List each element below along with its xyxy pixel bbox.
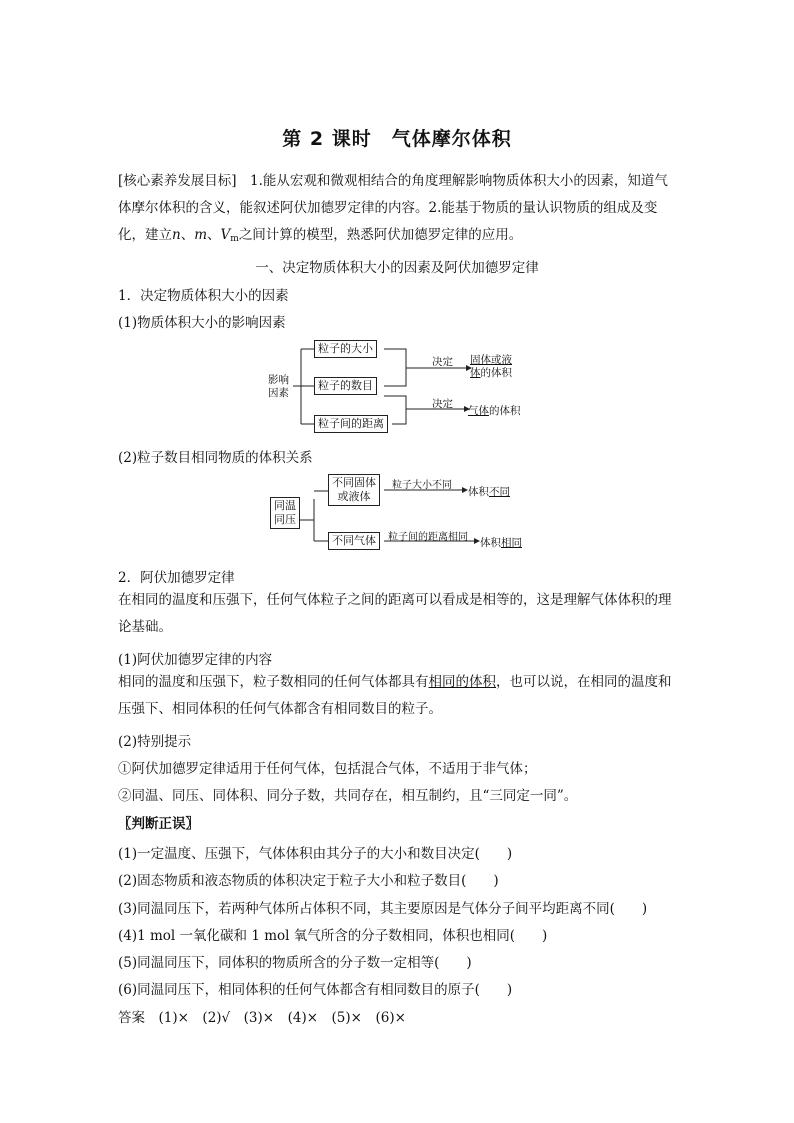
para-law-underline: 相同的体积 (428, 674, 496, 690)
goals-text-2: 之间计算的模型，熟悉阿伏加德罗定律的应用。 (238, 227, 523, 243)
result-solid-liquid-tail: 的体积 (480, 367, 512, 379)
result-volume-different-a: 体积 (468, 486, 489, 498)
judge-heading: 〖判断正误〗 (118, 816, 199, 832)
goals-label: [核心素养发展目标] (118, 173, 237, 189)
para-basis: 在相同的温度和压强下，任何气体粒子之间的距离可以看成是相等的，这是理解气体体积的理论基础。 (118, 592, 672, 635)
subheading-law: (1)阿伏加德罗定律的内容 (118, 652, 273, 668)
result-volume-different (468, 484, 510, 499)
box-particle-distance: 粒子间的距离 (314, 415, 388, 433)
result-solid-liquid-u1: 固体或液 (470, 354, 512, 366)
judge-item: (4)1 mol 一氧化碳和 1 mol 氧气所含的分子数相同，体积也相同( ) (118, 928, 548, 944)
subheading-factors: (1)物质体积大小的影响因素 (118, 315, 286, 331)
goals-text-1: 1.能从宏观和微观相结合的角度理解影响物质体积大小的因素，知道气体摩尔体积的含义，能叙述阿伏加德罗定律的内容。2.能基于物质的量认识物质的组成及变化，建立 (118, 173, 668, 243)
symbol-m: m (194, 227, 208, 243)
para-law-b: ，也可以说，在相同的温度和压强下、相同体积的任何气体都含有相同数目的粒子。 (118, 674, 672, 717)
answer-line: 答案 (1)× (2)√ (3)× (4)× (5)× (6)× (118, 1010, 406, 1026)
subheading-tips: (2)特别提示 (118, 734, 192, 750)
box-solid-liquid: 不同固体 或液体 (328, 474, 380, 506)
box-same-temp-pressure: 同温 同压 (270, 497, 300, 529)
tip-1: ①阿伏加德罗定律适用于任何气体，包括混合气体，不适用于非气体； (118, 761, 537, 777)
subheading-relation: (2)粒子数目相同物质的体积关系 (118, 450, 313, 466)
box-particle-size: 粒子的大小 (314, 340, 377, 358)
symbol-n: n (172, 227, 181, 243)
judge-item: (2)固态物质和液态物质的体积决定于粒子大小和粒子数目( ) (118, 873, 499, 889)
diagram1-root: 影响 因素 (268, 374, 289, 399)
tip-2: ②同温、同压、同体积、同分子数，共同存在，相互制约，且“三同定一同”。 (118, 788, 578, 804)
para-law-a: 相同的温度和压强下，粒子数相同的任何气体都具有 (118, 674, 429, 690)
heading-factors: 1．决定物质体积大小的因素 (118, 288, 289, 304)
result-volume-different-b: 不同 (489, 486, 510, 498)
page-title: 第 2 课时 气体摩尔体积 (282, 128, 512, 150)
heading-avogadro: 2．阿伏加德罗定律 (118, 570, 235, 586)
label-size-different: 粒子大小不同 (392, 480, 452, 491)
result-gas (468, 403, 521, 418)
goals-sep-2: 、 (207, 227, 221, 243)
result-gas-u: 气体 (468, 405, 489, 417)
box-gas: 不同气体 (328, 532, 380, 550)
result-gas-tail: 的体积 (489, 405, 521, 417)
result-volume-same-b: 相同 (501, 537, 522, 549)
box-particle-number: 粒子的数目 (314, 377, 377, 395)
symbol-vm: V (220, 227, 231, 243)
label-decide-1: 决定 (432, 356, 453, 368)
judge-item: (6)同温同压下，相同体积的任何气体都含有相同数目的原子( ) (118, 982, 513, 998)
judge-item: (3)同温同压下，若两种气体所占体积不同，其主要原因是气体分子间平均距离不同( ) (118, 901, 648, 917)
result-solid-liquid (470, 354, 512, 380)
section-heading: 一、决定物质体积大小的因素及阿伏加德罗定律 (255, 260, 539, 276)
result-solid-liquid-u2: 体 (470, 367, 481, 379)
judge-item: (5)同温同压下，同体积的物质所含的分子数一定相等( ) (118, 955, 472, 971)
para-law (118, 669, 678, 723)
label-decide-2: 决定 (432, 398, 453, 410)
result-volume-same (480, 535, 522, 550)
result-volume-same-a: 体积 (480, 537, 501, 549)
goals-sep-1: 、 (180, 227, 195, 243)
symbol-vm-sub: m (230, 234, 239, 244)
judge-item: (1)一定温度、压强下，气体体积由其分子的大小和数目决定( ) (118, 846, 513, 862)
label-distance-same: 粒子间的距离相同 (388, 532, 468, 543)
